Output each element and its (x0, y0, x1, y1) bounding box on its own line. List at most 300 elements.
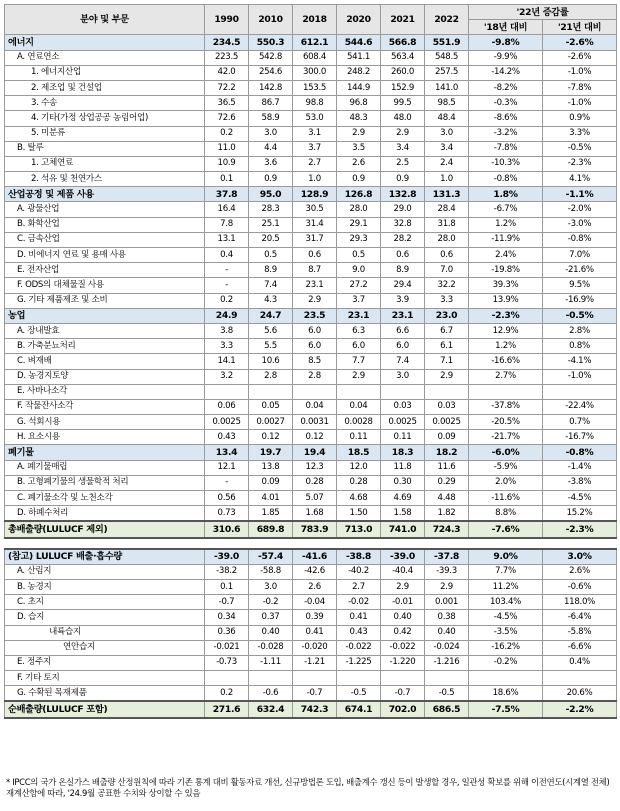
value-cell: 29.0 (381, 202, 425, 217)
value-cell: 9.0 (337, 263, 381, 278)
value-cell: 608.4 (293, 50, 337, 65)
value-cell: 24.7 (249, 308, 293, 323)
rate-cell: -11.6% (469, 491, 543, 506)
table-row (5, 202, 617, 217)
rate-cell: -7.5% (469, 701, 543, 717)
row-label: B. 화학산업 (5, 217, 205, 232)
rate-cell (543, 538, 617, 549)
rate-cell: -0.5% (543, 141, 617, 156)
value-cell: 0.43 (205, 430, 249, 445)
value-cell: 7.4 (249, 278, 293, 293)
value-cell: 23.5 (293, 308, 337, 323)
value-cell: 0.0027 (249, 415, 293, 430)
rate-cell: -1.0% (543, 369, 617, 384)
header-year: 2021 (381, 5, 425, 35)
rate-cell (543, 671, 617, 686)
rate-cell: -6.6% (543, 640, 617, 655)
value-cell: 0.43 (337, 625, 381, 640)
rate-cell: 9.0% (469, 549, 543, 565)
section-row (5, 187, 617, 202)
value-cell: 0.0025 (381, 415, 425, 430)
rate-cell: 8.8% (469, 506, 543, 522)
rate-cell: 2.6% (543, 564, 617, 579)
table-row (5, 248, 617, 263)
value-cell: 28.0 (425, 232, 469, 247)
value-cell: 632.4 (249, 701, 293, 717)
value-cell: 95.0 (249, 187, 293, 202)
value-cell: 0.28 (293, 475, 337, 490)
value-cell: 20.5 (249, 232, 293, 247)
value-cell: 13.8 (249, 460, 293, 475)
value-cell: -0.01 (381, 595, 425, 610)
rate-cell: 3.3% (543, 126, 617, 141)
table-body (5, 35, 617, 718)
value-cell: 3.4 (381, 141, 425, 156)
row-label: 1. 에너지산업 (5, 65, 205, 80)
value-cell: 141.0 (425, 80, 469, 95)
value-cell (293, 384, 337, 399)
row-label: D. 비에너지 연료 및 용매 사용 (5, 248, 205, 263)
row-label: F. 작물잔사소각 (5, 399, 205, 414)
value-cell: 152.9 (381, 80, 425, 95)
value-cell: 2.6 (337, 156, 381, 171)
rate-cell: -0.8% (543, 445, 617, 460)
value-cell: 86.7 (249, 96, 293, 111)
rate-cell: -5.9% (469, 460, 543, 475)
value-cell: 28.0 (337, 202, 381, 217)
table-row (5, 671, 617, 686)
table-row (5, 339, 617, 354)
value-cell: 742.3 (293, 701, 337, 717)
row-label: B. 탈루 (5, 141, 205, 156)
value-cell: 0.6 (293, 248, 337, 263)
value-cell: 0.73 (205, 506, 249, 522)
value-cell: 2.7 (293, 156, 337, 171)
rate-cell: 11.2% (469, 579, 543, 594)
value-cell: 142.8 (249, 80, 293, 95)
value-cell: 0.37 (249, 610, 293, 625)
value-cell: 19.4 (293, 445, 337, 460)
value-cell (337, 538, 381, 549)
rate-cell: 0.7% (543, 415, 617, 430)
value-cell: 0.12 (293, 430, 337, 445)
value-cell: 25.1 (249, 217, 293, 232)
rate-cell: 13.9% (469, 293, 543, 308)
rate-cell: -6.4% (543, 610, 617, 625)
value-cell: 724.3 (425, 521, 469, 537)
value-cell: 0.9 (249, 172, 293, 187)
value-cell: 4.68 (337, 491, 381, 506)
rate-cell: -6.7% (469, 202, 543, 217)
value-cell: 37.8 (205, 187, 249, 202)
rate-cell: -2.3% (543, 156, 617, 171)
value-cell: 4.69 (381, 491, 425, 506)
value-cell: 0.41 (337, 610, 381, 625)
rate-cell: -37.8% (469, 399, 543, 414)
row-label: (참고) LULUCF 배출·흡수량 (5, 549, 205, 565)
value-cell: 10.6 (249, 354, 293, 369)
value-cell: 144.9 (337, 80, 381, 95)
value-cell: 4.4 (249, 141, 293, 156)
value-cell: 23.0 (425, 308, 469, 323)
value-cell: 28.4 (425, 202, 469, 217)
value-cell: 2.9 (425, 369, 469, 384)
value-cell: 132.8 (381, 187, 425, 202)
value-cell: 260.0 (381, 65, 425, 80)
value-cell: 0.6 (425, 248, 469, 263)
table-row (5, 96, 617, 111)
row-label: 2. 석유 및 천연가스 (5, 172, 205, 187)
rate-cell: -14.2% (469, 65, 543, 80)
row-label: 산업공정 및 제품 사용 (5, 187, 205, 202)
value-cell: 0.28 (337, 475, 381, 490)
value-cell: -0.5 (337, 686, 381, 702)
value-cell: 0.6 (381, 248, 425, 263)
table-row (5, 50, 617, 65)
value-cell: 3.0 (425, 126, 469, 141)
value-cell: 0.0028 (337, 415, 381, 430)
value-cell: 702.0 (381, 701, 425, 717)
value-cell: 0.04 (337, 399, 381, 414)
value-cell: 686.5 (425, 701, 469, 717)
value-cell: 8.9 (381, 263, 425, 278)
rate-cell: -0.5% (543, 308, 617, 323)
value-cell: 0.40 (381, 610, 425, 625)
value-cell: -0.5 (425, 686, 469, 702)
table-row (5, 111, 617, 126)
value-cell: 6.3 (337, 323, 381, 338)
value-cell: - (205, 475, 249, 490)
value-cell: 2.6 (293, 579, 337, 594)
total-row (5, 521, 617, 537)
value-cell: 23.1 (337, 308, 381, 323)
value-cell: 0.2 (205, 126, 249, 141)
header-sector: 분야 및 부문 (5, 5, 205, 35)
value-cell: 2.9 (337, 369, 381, 384)
table-row (5, 293, 617, 308)
rate-cell: -2.3% (469, 308, 543, 323)
row-label: C. 벼재배 (5, 354, 205, 369)
table-row (5, 369, 617, 384)
value-cell: 28.2 (381, 232, 425, 247)
rate-cell: -2.0% (543, 202, 617, 217)
value-cell: -1.220 (381, 655, 425, 670)
row-label: G. 기타 제품제조 및 소비 (5, 293, 205, 308)
value-cell (425, 671, 469, 686)
row-label: A. 연료연소 (5, 50, 205, 65)
table-row (5, 126, 617, 141)
value-cell: 58.9 (249, 111, 293, 126)
value-cell: 2.5 (381, 156, 425, 171)
value-cell: 5.07 (293, 491, 337, 506)
value-cell: 12.3 (293, 460, 337, 475)
value-cell (337, 384, 381, 399)
row-label: B. 고형폐기물의 생물학적 처리 (5, 475, 205, 490)
rate-cell: 1.8% (469, 187, 543, 202)
row-label: 3. 수송 (5, 96, 205, 111)
section-row (5, 35, 617, 50)
value-cell: 72.6 (205, 111, 249, 126)
value-cell: 98.8 (293, 96, 337, 111)
table-row (5, 80, 617, 95)
header-vs-2021: '21년 대비 (543, 20, 617, 35)
value-cell: 36.5 (205, 96, 249, 111)
rate-cell: 0.8% (543, 339, 617, 354)
row-label: G. 수확된 목재제품 (5, 686, 205, 702)
table-row (5, 217, 617, 232)
row-label: 4. 기타(가정 상업공공 농림어업) (5, 111, 205, 126)
row-label: 총배출량(LULUCF 제외) (5, 521, 205, 537)
table-row (5, 506, 617, 522)
value-cell: 31.7 (293, 232, 337, 247)
table-row (5, 156, 617, 171)
rate-cell: 18.6% (469, 686, 543, 702)
rate-cell: -0.6% (543, 579, 617, 594)
value-cell: -0.021 (205, 640, 249, 655)
row-label: A. 산림지 (5, 564, 205, 579)
value-cell: -41.6 (293, 549, 337, 565)
value-cell: 99.5 (381, 96, 425, 111)
value-cell: -40.2 (337, 564, 381, 579)
header-year: 2010 (249, 5, 293, 35)
emissions-table (4, 4, 617, 719)
value-cell: 257.5 (425, 65, 469, 80)
spacer-row (5, 538, 617, 549)
header-rate-title: '22년 증감률 (469, 5, 617, 20)
value-cell: 1.68 (293, 506, 337, 522)
table-row (5, 65, 617, 80)
row-label: A. 폐기물매립 (5, 460, 205, 475)
row-label: H. 요소시용 (5, 430, 205, 445)
value-cell: 30.5 (293, 202, 337, 217)
value-cell (249, 384, 293, 399)
section-row (5, 445, 617, 460)
value-cell: 0.12 (249, 430, 293, 445)
value-cell: 0.2 (205, 686, 249, 702)
row-label: 농업 (5, 308, 205, 323)
row-label: E. 사바나소각 (5, 384, 205, 399)
value-cell (381, 538, 425, 549)
value-cell: 12.1 (205, 460, 249, 475)
value-cell: 48.0 (381, 111, 425, 126)
value-cell (381, 384, 425, 399)
emissions-document (0, 4, 620, 811)
rate-cell: -3.2% (469, 126, 543, 141)
rate-cell: -10.3% (469, 156, 543, 171)
value-cell: 0.2 (205, 293, 249, 308)
value-cell: 3.7 (293, 141, 337, 156)
value-cell: 1.0 (425, 172, 469, 187)
value-cell: 23.1 (293, 278, 337, 293)
rate-cell: -16.2% (469, 640, 543, 655)
rate-cell: 15.2% (543, 506, 617, 522)
rate-cell: 1.2% (469, 339, 543, 354)
value-cell: 3.0 (249, 579, 293, 594)
value-cell: 6.1 (425, 339, 469, 354)
rate-cell: -19.8% (469, 263, 543, 278)
table-row (5, 354, 617, 369)
row-label: 연안습지 (5, 640, 205, 655)
value-cell: - (205, 263, 249, 278)
table-row (5, 399, 617, 414)
value-cell: 18.5 (337, 445, 381, 460)
value-cell: 0.41 (293, 625, 337, 640)
value-cell: 23.1 (381, 308, 425, 323)
value-cell: 8.5 (293, 354, 337, 369)
rate-cell: -7.8% (469, 141, 543, 156)
value-cell: 10.9 (205, 156, 249, 171)
value-cell: -1.11 (249, 655, 293, 670)
rate-cell: -0.3% (469, 96, 543, 111)
value-cell: -0.024 (425, 640, 469, 655)
rate-cell: -2.2% (543, 701, 617, 717)
value-cell: 2.9 (293, 293, 337, 308)
value-cell: 6.0 (293, 339, 337, 354)
rate-cell: -16.6% (469, 354, 543, 369)
value-cell: 0.34 (205, 610, 249, 625)
rate-cell: 2.7% (469, 369, 543, 384)
value-cell: 13.4 (205, 445, 249, 460)
value-cell: 2.8 (249, 369, 293, 384)
rate-cell: -16.7% (543, 430, 617, 445)
value-cell: -0.04 (293, 595, 337, 610)
rate-cell: -16.9% (543, 293, 617, 308)
rate-cell: 7.0% (543, 248, 617, 263)
value-cell: 2.8 (293, 369, 337, 384)
rate-cell: -0.8% (543, 232, 617, 247)
value-cell: 1.85 (249, 506, 293, 522)
value-cell: 713.0 (337, 521, 381, 537)
value-cell: -37.8 (425, 549, 469, 565)
value-cell: 271.6 (205, 701, 249, 717)
value-cell: 3.8 (205, 323, 249, 338)
rate-cell: 2.0% (469, 475, 543, 490)
value-cell: -0.6 (249, 686, 293, 702)
value-cell: 72.2 (205, 80, 249, 95)
value-cell: 223.5 (205, 50, 249, 65)
value-cell: 0.04 (293, 399, 337, 414)
value-cell: 3.9 (381, 293, 425, 308)
table-row (5, 323, 617, 338)
value-cell (337, 671, 381, 686)
value-cell (249, 671, 293, 686)
value-cell: 2.9 (337, 126, 381, 141)
value-cell: 29.1 (337, 217, 381, 232)
value-cell: 153.5 (293, 80, 337, 95)
value-cell: 48.3 (337, 111, 381, 126)
value-cell: -0.7 (205, 595, 249, 610)
value-cell: 566.8 (381, 35, 425, 50)
value-cell: -42.6 (293, 564, 337, 579)
table-row (5, 263, 617, 278)
value-cell: 2.7 (337, 579, 381, 594)
value-cell: 3.6 (249, 156, 293, 171)
value-cell: 6.0 (337, 339, 381, 354)
section-row (5, 308, 617, 323)
value-cell: 27.2 (337, 278, 381, 293)
value-cell: 0.1 (205, 579, 249, 594)
rate-cell: -0.2% (469, 655, 543, 670)
value-cell: 126.8 (337, 187, 381, 202)
row-label: B. 농경지 (5, 579, 205, 594)
value-cell: 5.6 (249, 323, 293, 338)
row-label: A. 장내발효 (5, 323, 205, 338)
value-cell: 4.3 (249, 293, 293, 308)
rate-cell: 118.0% (543, 595, 617, 610)
value-cell: 563.4 (381, 50, 425, 65)
value-cell: -38.8 (337, 549, 381, 565)
value-cell: 12.0 (337, 460, 381, 475)
header-vs-2018: '18년 대비 (469, 20, 543, 35)
rate-cell: -3.5% (469, 625, 543, 640)
value-cell: 0.9 (337, 172, 381, 187)
header-year: 1990 (205, 5, 249, 35)
value-cell: 3.7 (337, 293, 381, 308)
header-year: 2022 (425, 5, 469, 35)
value-cell: 6.7 (425, 323, 469, 338)
value-cell: 29.3 (337, 232, 381, 247)
value-cell: 1.0 (293, 172, 337, 187)
rate-cell: -1.0% (543, 65, 617, 80)
row-label: 2. 제조업 및 건설업 (5, 80, 205, 95)
rate-cell: -4.1% (543, 354, 617, 369)
value-cell: 783.9 (293, 521, 337, 537)
value-cell: 0.05 (249, 399, 293, 414)
row-label: D. 농경지토양 (5, 369, 205, 384)
rate-cell: 4.1% (543, 172, 617, 187)
value-cell: 1.50 (337, 506, 381, 522)
row-label: F. ODS의 대체물질 사용 (5, 278, 205, 293)
rate-cell: 2.8% (543, 323, 617, 338)
value-cell: -39.0 (205, 549, 249, 565)
rate-cell: -21.6% (543, 263, 617, 278)
value-cell: 689.8 (249, 521, 293, 537)
value-cell: 0.09 (425, 430, 469, 445)
value-cell: 0.5 (249, 248, 293, 263)
value-cell: -0.020 (293, 640, 337, 655)
row-label: C. 초지 (5, 595, 205, 610)
row-label: F. 기타 토지 (5, 671, 205, 686)
value-cell: -0.73 (205, 655, 249, 670)
rate-cell: 39.3% (469, 278, 543, 293)
value-cell: -1.216 (425, 655, 469, 670)
row-label: E. 전자산업 (5, 263, 205, 278)
value-cell: -0.028 (249, 640, 293, 655)
table-row (5, 460, 617, 475)
rate-cell: -3.0% (543, 217, 617, 232)
value-cell: 0.40 (249, 625, 293, 640)
value-cell: 7.8 (205, 217, 249, 232)
rate-cell: -21.7% (469, 430, 543, 445)
table-row (5, 415, 617, 430)
table-row (5, 640, 617, 655)
value-cell: 32.8 (381, 217, 425, 232)
value-cell: 19.7 (249, 445, 293, 460)
rate-cell: 3.0% (543, 549, 617, 565)
value-cell: 0.42 (381, 625, 425, 640)
value-cell: 7.0 (425, 263, 469, 278)
value-cell: 548.5 (425, 50, 469, 65)
value-cell: 3.5 (337, 141, 381, 156)
row-label: 에너지 (5, 35, 205, 50)
rate-cell: -5.8% (543, 625, 617, 640)
value-cell: 0.29 (425, 475, 469, 490)
value-cell: 96.8 (337, 96, 381, 111)
value-cell: 3.0 (249, 126, 293, 141)
value-cell: 31.4 (293, 217, 337, 232)
value-cell: 31.8 (425, 217, 469, 232)
value-cell: 48.4 (425, 111, 469, 126)
